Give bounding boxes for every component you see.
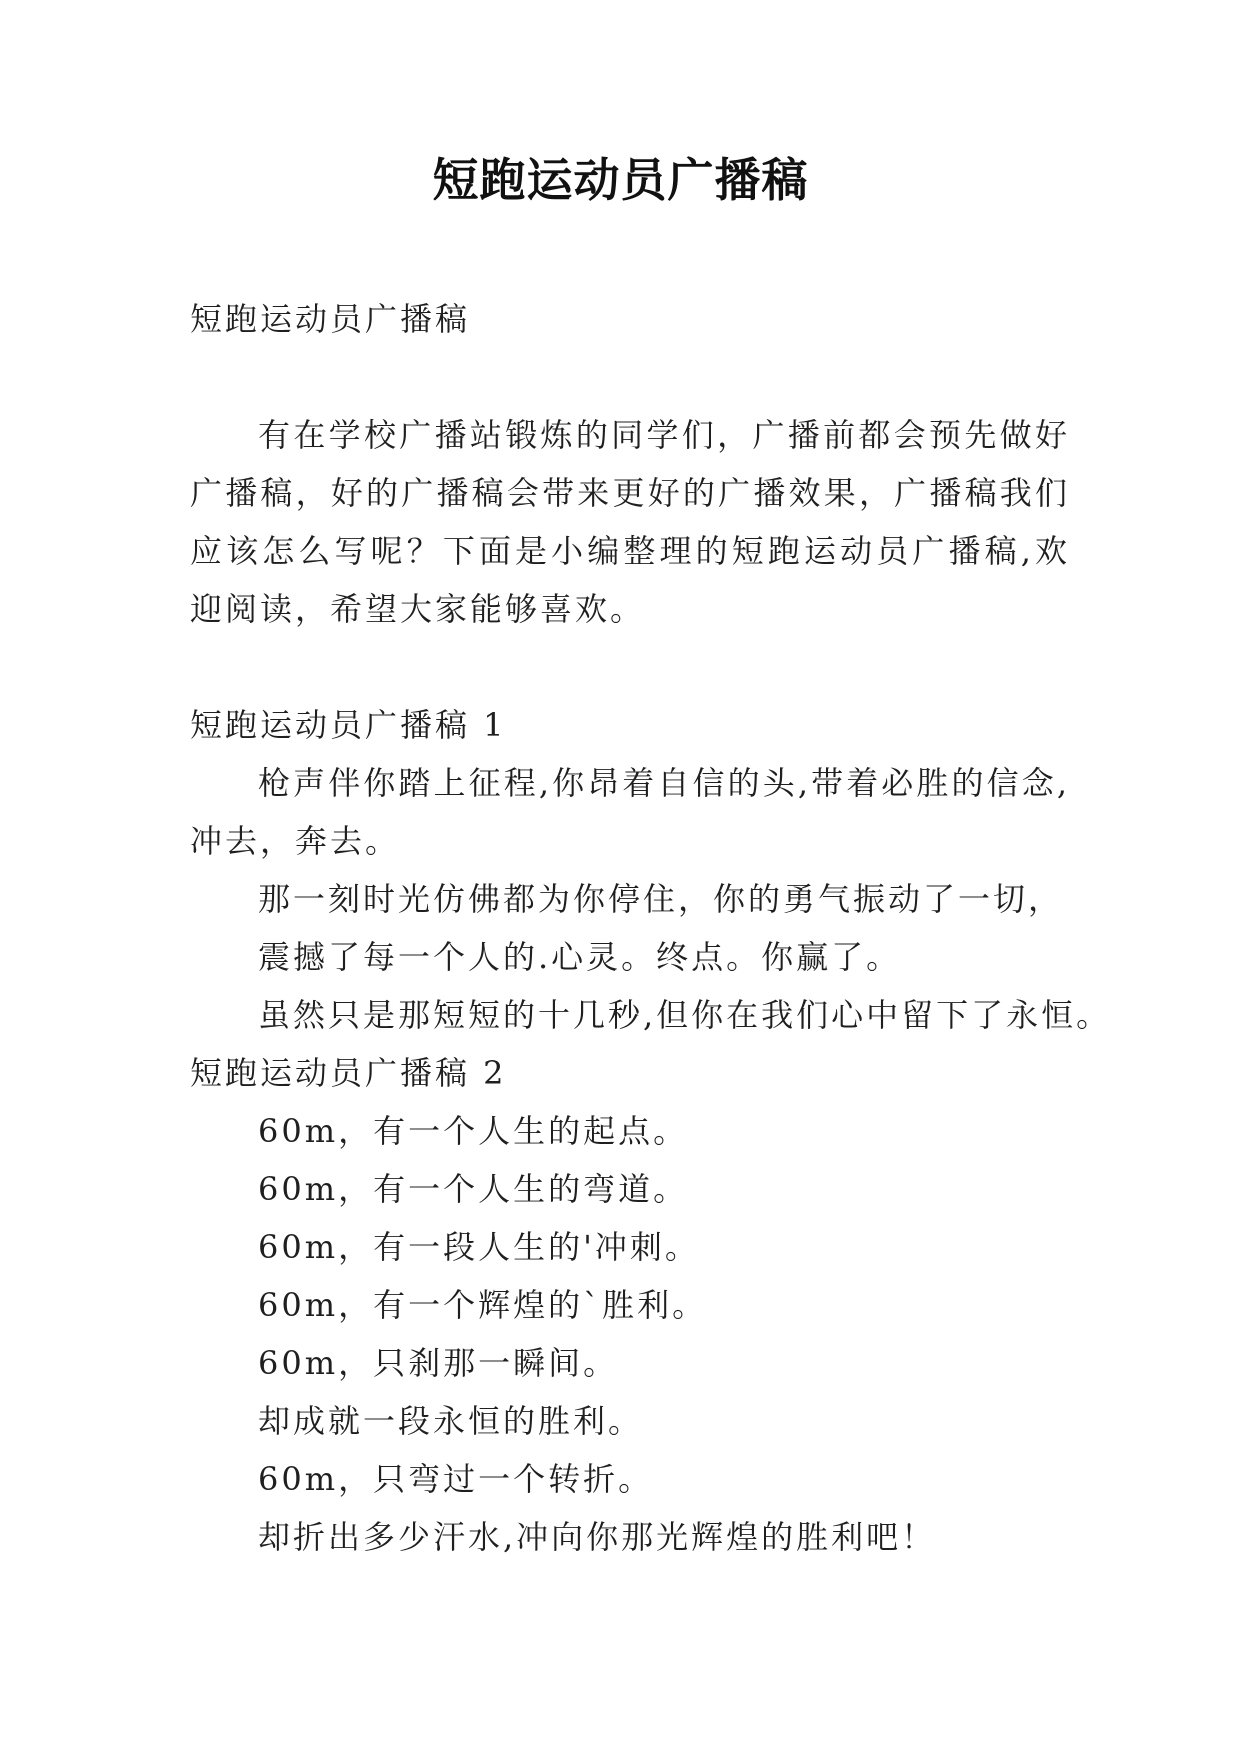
document-body	[190, 290, 1112, 1566]
intro-paragraph: 有在学校广播站锻炼的同学们，广播前都会预先做好广播稿，好的广播稿会带来更好的广播效果，广播稿我们应该怎么写呢？下面是小编整理的短跑运动员广播稿,欢迎阅读，希望大家能够喜欢。	[190, 416, 1070, 628]
section-2-line: 60m，有一段人生的'冲刺。	[258, 1228, 700, 1266]
section-2-line: 却折出多少汗水,冲向你那光辉煌的胜利吧！	[258, 1518, 937, 1556]
section-2-line: 60m，有一个辉煌的`胜利。	[258, 1286, 708, 1324]
section-2-line: 却成就一段永恒的胜利。	[258, 1402, 644, 1440]
section-2-line: 60m，只刹那一瞬间。	[258, 1344, 619, 1382]
section-2-line: 60m，有一个人生的起点。	[258, 1112, 689, 1150]
document-title: 短跑运动员广播稿	[432, 153, 809, 207]
section-1-line-3: 虽然只是那短短的十几秒,但你在我们心中留下了永恒。	[258, 996, 1112, 1034]
section-1-heading: 短跑运动员广播稿 1	[190, 706, 507, 744]
section-1-line-2: 震撼了每一个人的.心灵。终点。你赢了。	[258, 938, 902, 976]
section-1-paragraph: 枪声伴你踏上征程,你昂着自信的头,带着必胜的信念,冲去，奔去。	[190, 764, 1070, 860]
subtitle: 短跑运动员广播稿	[190, 300, 471, 338]
section-1-line-1: 那一刻时光仿佛都为你停住，你的勇气振动了一切，	[258, 880, 1064, 918]
section-2-line: 60m，只弯过一个转折。	[258, 1460, 654, 1498]
section-2-line: 60m，有一个人生的弯道。	[258, 1170, 689, 1208]
section-2-heading: 短跑运动员广播稿 2	[190, 1054, 507, 1092]
